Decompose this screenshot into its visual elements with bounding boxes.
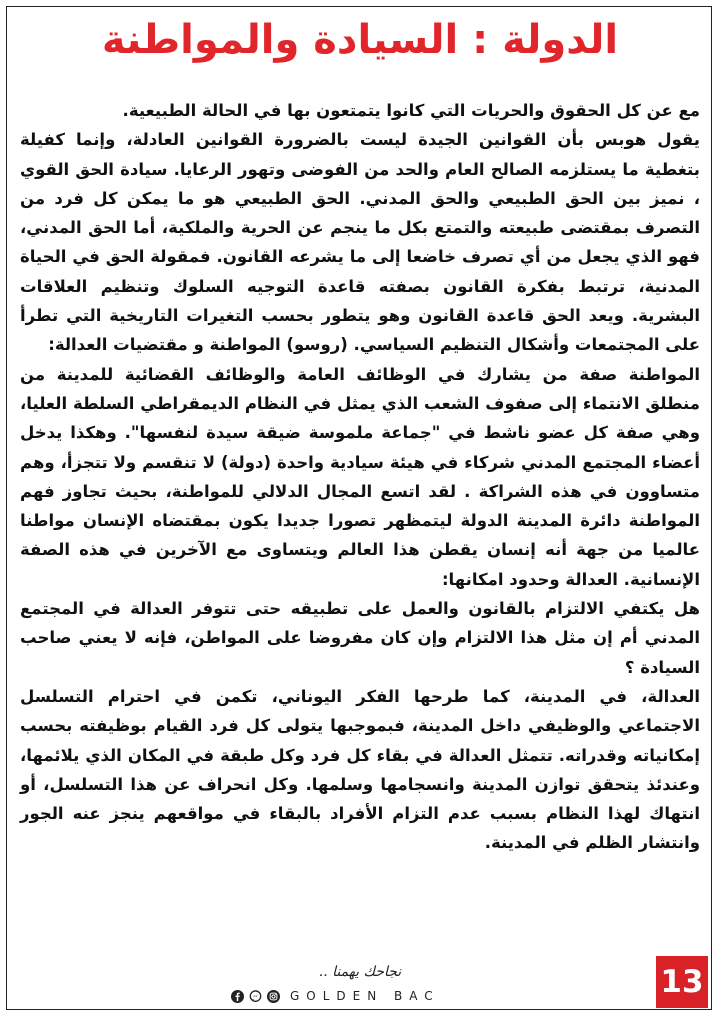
brand-row xyxy=(230,986,490,1006)
paragraph-2: يقول هوبس بأن القوانين الجيدة ليست بالضرورة القوانين العادلة، وإنما كفيلة بتغطية ما يستلزمه الصالح العام والحد من الفوضى وتهور الرعايا. سيادة الحق القوي ، نميز بين الحق الطبيعي والحق المدني. الحق الطبيعي هو ما يمكن كل فرد من التصرف بمقتضى طبيعته والتمتع بكل ما ينجم عن الحرية والملكية، أما الحق المدني، فهو الذي يجعل من أي تصرف خاضعا إلى ما يشرعه القانون. فمقولة الحق في الحياة المدنية، ترتبط بفكرة القانون بصفته قاعدة التوجيه السلوك وتنظيم العلاقات البشرية. ويعد الحق قاعدة القانون وهو يتطور بحسب التغيرات التاريخية التي تطرأ على المجتمعات وأشكال التنظيم السياسي. (روسو) المواطنة و مقتضيات العدالة: xyxy=(20,130,700,355)
signature-tagline: نجاحك يهمنا .. xyxy=(318,964,402,980)
footer xyxy=(0,960,720,1010)
page-title: الدولة : السيادة والمواطنة xyxy=(101,17,619,63)
instagram-icon[interactable] xyxy=(266,989,280,1003)
paragraph-1: مع عن كل الحقوق والحريات التي كانوا يتمتعون بها في الحالة الطبيعية. xyxy=(122,101,700,120)
facebook-icon[interactable] xyxy=(230,989,244,1003)
page-number-badge: 13 xyxy=(656,956,708,1008)
paragraph-3: المواطنة صفة من يشارك في الوظائف العامة والوظائف القضائية للمدينة من منطلق الانتماء إلى صفوف الشعب الذي يمثل في النظام الديمقراطي السلطة العليا، وهي صفة كل عضو ناشط في "جماعة ملموسة ضيقة سيدة لنفسها". وهكذا يدخل أعضاء المجتمع المدني شركاء في هيئة سيادية واحدة (دولة) لا تنقسم ولا تتجزأ، وهم متساوون في هذه الشراكة . لقد اتسع المجال الدلالي للمواطنة، بحيث تجاوز فهم المواطنة دائرة المدينة الدولة ليتمظهر تصورا جديدا يكون بمقتضاه الإنسان مواطنا عالميا من جهة أنه إنسان يقطن هذا العالم ويتساوى مع الآخرين في هذه الصفة الإنسانية. العدالة وحدود امكانها: xyxy=(20,364,700,589)
brand-name: GOLDEN BAC xyxy=(290,989,440,1003)
messenger-icon[interactable] xyxy=(248,989,262,1003)
document-body xyxy=(20,96,700,858)
paragraph-4: هل يكتفي الالتزام بالقانون والعمل على تطبيقه حتى تتوفر العدالة في المجتمع المدني أم إن مثل هذا الالتزام وإن كان مفروضا على المواطن، فإنه لا يعني صاحب السيادة ؟ xyxy=(20,599,700,677)
paragraph-5: العدالة، في المدينة، كما طرحها الفكر اليوناني، تكمن في احترام التسلسل الاجتماعي والوظيفي داخل المدينة، فبموجبها يتولى كل فرد القيام بوظيفته بحسب إمكانياته وقدراته. تتمثل العدالة في بقاء كل فرد وكل طبقة في المكان الذي يلائمها، وعندئذ يتحقق توازن المدينة وانسجامها وسلمها. وكل انحراف عن هذا التسلسل، أو انتهاك لهذا النظام بسبب عدم التزام الأفراد بالبقاء في مواقعهم ينجز عنه الجور وانتشار الظلم في المدينة. xyxy=(20,686,700,853)
